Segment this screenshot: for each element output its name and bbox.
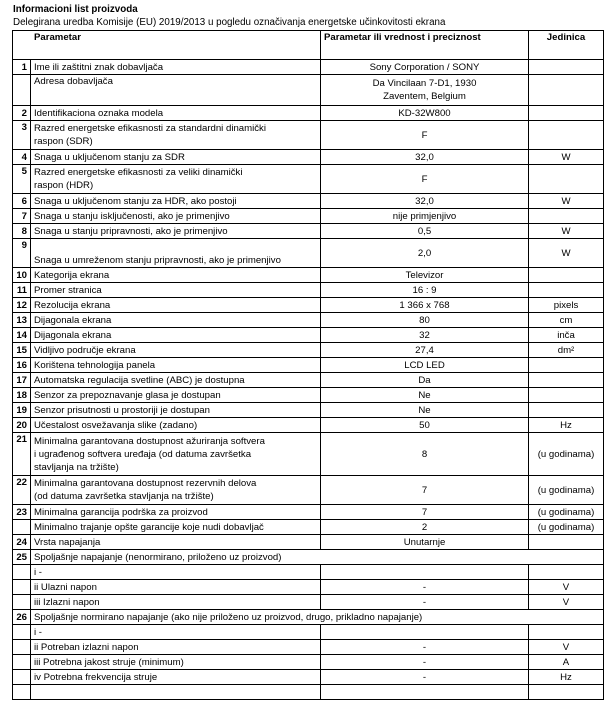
row-label: i - bbox=[31, 625, 321, 640]
row-number bbox=[13, 520, 31, 535]
row-value: 1 366 x 768 bbox=[321, 298, 529, 313]
row-unit bbox=[529, 121, 604, 150]
row-value: - bbox=[321, 655, 529, 670]
row-label: ii Potreban izlazni napon bbox=[31, 640, 321, 655]
table-row bbox=[13, 610, 604, 625]
header-unit: Jedinica bbox=[529, 31, 604, 60]
label-line: stavljanja na tržište) bbox=[34, 461, 119, 473]
table-row bbox=[13, 343, 604, 358]
row-value: 32,0 bbox=[321, 150, 529, 165]
table-row bbox=[13, 150, 604, 165]
label-line: i ugrađenog softvera uređaja (od datuma završetka bbox=[34, 448, 252, 460]
address-line: Zaventem, Belgium bbox=[383, 91, 466, 102]
row-label: Adresa dobavljača bbox=[31, 75, 321, 106]
row-unit bbox=[529, 60, 604, 75]
row-label: Snaga u stanju pripravnosti, ako je primenjivo bbox=[31, 224, 321, 239]
row-value: 2,0 bbox=[321, 239, 529, 268]
row-unit: V bbox=[529, 640, 604, 655]
table-row bbox=[13, 505, 604, 520]
table-row bbox=[13, 121, 604, 150]
row-label: iii Potrebna jakost struje (minimum) bbox=[31, 655, 321, 670]
empty-cell bbox=[321, 685, 529, 700]
row-value: Sony Corporation / SONY bbox=[321, 60, 529, 75]
table-row bbox=[13, 520, 604, 535]
row-value: - bbox=[321, 580, 529, 595]
row-number: 12 bbox=[13, 298, 31, 313]
table-row bbox=[13, 194, 604, 209]
empty-cell bbox=[529, 685, 604, 700]
row-label: Promer stranica bbox=[31, 283, 321, 298]
row-unit bbox=[529, 283, 604, 298]
table-row bbox=[13, 313, 604, 328]
row-number: 20 bbox=[13, 418, 31, 433]
row-number: 23 bbox=[13, 505, 31, 520]
row-label bbox=[31, 433, 321, 476]
table-row bbox=[13, 403, 604, 418]
row-number bbox=[13, 595, 31, 610]
row-label: Kategorija ekrana bbox=[31, 268, 321, 283]
row-label: iv Potrebna frekvencija struje bbox=[31, 670, 321, 685]
row-unit bbox=[529, 388, 604, 403]
table-row bbox=[13, 550, 604, 565]
header-row bbox=[13, 31, 604, 60]
table-row bbox=[13, 239, 604, 268]
row-value: Unutarnje bbox=[321, 535, 529, 550]
row-unit bbox=[529, 565, 604, 580]
table-row bbox=[13, 580, 604, 595]
row-value: nije primjenjivo bbox=[321, 209, 529, 224]
table-row bbox=[13, 655, 604, 670]
row-label: Rezolucija ekrana bbox=[31, 298, 321, 313]
row-unit: V bbox=[529, 595, 604, 610]
section-label: Spoljašnje napajanje (nenormirano, priloženo uz proizvod) bbox=[31, 550, 604, 565]
row-number: 24 bbox=[13, 535, 31, 550]
row-number bbox=[13, 580, 31, 595]
row-value: - bbox=[321, 670, 529, 685]
row-unit: (u godinama) bbox=[529, 520, 604, 535]
row-value: Da bbox=[321, 373, 529, 388]
row-unit: dm² bbox=[529, 343, 604, 358]
row-value bbox=[321, 565, 529, 580]
row-number: 22 bbox=[13, 476, 31, 505]
row-value bbox=[321, 625, 529, 640]
row-value: 80 bbox=[321, 313, 529, 328]
row-number bbox=[13, 565, 31, 580]
row-unit bbox=[529, 268, 604, 283]
row-unit bbox=[529, 209, 604, 224]
label-line: Minimalna garantovana dostupnost rezervnih delova bbox=[34, 478, 257, 489]
row-unit: W bbox=[529, 150, 604, 165]
row-unit bbox=[529, 625, 604, 640]
row-value: Televizor bbox=[321, 268, 529, 283]
row-value: - bbox=[321, 595, 529, 610]
label-line: Razred energetske efikasnosti za standardni dinamički bbox=[34, 123, 266, 134]
row-number: 5 bbox=[13, 165, 31, 194]
row-number: 18 bbox=[13, 388, 31, 403]
row-label: Učestalost osvežavanja slike (zadano) bbox=[31, 418, 321, 433]
row-label: Snaga u umreženom stanju pripravnosti, ako je primenjivo bbox=[31, 239, 321, 268]
row-unit: (u godinama) bbox=[529, 433, 604, 476]
table-row bbox=[13, 268, 604, 283]
row-label: ii Ulazni napon bbox=[31, 580, 321, 595]
empty-cell bbox=[13, 685, 31, 700]
row-number: 9 bbox=[13, 239, 31, 268]
row-number bbox=[13, 655, 31, 670]
row-number: 19 bbox=[13, 403, 31, 418]
sheet-subtitle: Delegirana uredba Komisije (EU) 2019/2013 u pogledu označivanja energetske učinkovitosti ekrana bbox=[13, 17, 446, 28]
row-label: Dijagonala ekrana bbox=[31, 328, 321, 343]
row-unit: cm bbox=[529, 313, 604, 328]
row-label: Snaga u stanju isključenosti, ako je primenjivo bbox=[31, 209, 321, 224]
row-number: 26 bbox=[13, 610, 31, 625]
row-unit bbox=[529, 373, 604, 388]
label-line: raspon (SDR) bbox=[34, 136, 93, 147]
row-number: 7 bbox=[13, 209, 31, 224]
row-number: 10 bbox=[13, 268, 31, 283]
row-number: 15 bbox=[13, 343, 31, 358]
row-unit: W bbox=[529, 224, 604, 239]
row-number: 17 bbox=[13, 373, 31, 388]
row-unit bbox=[529, 358, 604, 373]
row-value: 27,4 bbox=[321, 343, 529, 358]
row-number: 1 bbox=[13, 60, 31, 75]
row-value: 8 bbox=[321, 433, 529, 476]
row-number: 8 bbox=[13, 224, 31, 239]
row-unit bbox=[529, 535, 604, 550]
row-unit: Hz bbox=[529, 670, 604, 685]
row-unit: V bbox=[529, 580, 604, 595]
row-number: 2 bbox=[13, 106, 31, 121]
row-number: 6 bbox=[13, 194, 31, 209]
row-label: Dijagonala ekrana bbox=[31, 313, 321, 328]
row-label bbox=[31, 165, 321, 194]
row-number bbox=[13, 625, 31, 640]
row-number: 4 bbox=[13, 150, 31, 165]
row-value: 16 : 9 bbox=[321, 283, 529, 298]
table-row bbox=[13, 106, 604, 121]
row-value: 2 bbox=[321, 520, 529, 535]
row-unit: W bbox=[529, 239, 604, 268]
row-unit bbox=[529, 403, 604, 418]
row-unit bbox=[529, 165, 604, 194]
row-value: 7 bbox=[321, 505, 529, 520]
row-number: 16 bbox=[13, 358, 31, 373]
row-value: Ne bbox=[321, 403, 529, 418]
row-value: 7 bbox=[321, 476, 529, 505]
row-label: Korištena tehnologija panela bbox=[31, 358, 321, 373]
label-line: raspon (HDR) bbox=[34, 180, 94, 191]
header-param: Parametar bbox=[13, 31, 321, 60]
row-value: Ne bbox=[321, 388, 529, 403]
row-value: 32 bbox=[321, 328, 529, 343]
table-row bbox=[13, 595, 604, 610]
row-unit: inča bbox=[529, 328, 604, 343]
table-row bbox=[13, 418, 604, 433]
row-number: 11 bbox=[13, 283, 31, 298]
table-row bbox=[13, 670, 604, 685]
row-unit: A bbox=[529, 655, 604, 670]
product-info-table bbox=[12, 30, 604, 700]
table-row bbox=[13, 535, 604, 550]
row-label: iii Izlazni napon bbox=[31, 595, 321, 610]
table-row bbox=[13, 75, 604, 106]
label-line: Minimalna garantovana dostupnost ažuriranja softvera bbox=[34, 435, 265, 447]
row-value: - bbox=[321, 640, 529, 655]
row-label: Minimalna garancija podrška za proizvod bbox=[31, 505, 321, 520]
row-number bbox=[13, 670, 31, 685]
row-unit bbox=[529, 75, 604, 106]
table-row bbox=[13, 625, 604, 640]
table-row bbox=[13, 165, 604, 194]
table-row bbox=[13, 640, 604, 655]
row-value: KD-32W800 bbox=[321, 106, 529, 121]
row-label: Minimalno trajanje opšte garancije koje nudi dobavljač bbox=[31, 520, 321, 535]
row-unit: pixels bbox=[529, 298, 604, 313]
table-row bbox=[13, 565, 604, 580]
table-row bbox=[13, 224, 604, 239]
row-label: Vidljivo područje ekrana bbox=[31, 343, 321, 358]
row-number: 3 bbox=[13, 121, 31, 150]
table-row bbox=[13, 283, 604, 298]
row-label: Snaga u uključenom stanju za SDR bbox=[31, 150, 321, 165]
label-line: (od datuma završetka stavljanja na tržište) bbox=[34, 491, 214, 502]
row-value: F bbox=[321, 121, 529, 150]
sheet-title: Informacioni list proizvoda bbox=[13, 4, 138, 15]
row-label: Automatska regulacija svetline (ABC) je dostupna bbox=[31, 373, 321, 388]
row-unit bbox=[529, 106, 604, 121]
table-row bbox=[13, 476, 604, 505]
table-row bbox=[13, 433, 604, 476]
row-value: LCD LED bbox=[321, 358, 529, 373]
header-value: Parametar ili vrednost i preciznost bbox=[321, 31, 529, 60]
row-label bbox=[31, 476, 321, 505]
row-number: 25 bbox=[13, 550, 31, 565]
row-label: i - bbox=[31, 565, 321, 580]
row-label bbox=[31, 121, 321, 150]
row-number: 14 bbox=[13, 328, 31, 343]
row-value: 32,0 bbox=[321, 194, 529, 209]
row-unit: (u godinama) bbox=[529, 476, 604, 505]
row-number: 21 bbox=[13, 433, 31, 476]
table-row bbox=[13, 209, 604, 224]
table-row bbox=[13, 328, 604, 343]
table-row bbox=[13, 373, 604, 388]
row-label: Identifikaciona oznaka modela bbox=[31, 106, 321, 121]
table-row bbox=[13, 685, 604, 700]
row-label: Snaga u uključenom stanju za HDR, ako postoji bbox=[31, 194, 321, 209]
table-row bbox=[13, 388, 604, 403]
row-value bbox=[321, 75, 529, 106]
row-number: 13 bbox=[13, 313, 31, 328]
row-value: F bbox=[321, 165, 529, 194]
section-label: Spoljašnje normirano napajanje (ako nije priloženo uz proizvod, drugo, prikladno napajanje) bbox=[31, 610, 604, 625]
row-label: Senzor prisutnosti u prostoriji je dostupan bbox=[31, 403, 321, 418]
row-unit: W bbox=[529, 194, 604, 209]
row-number bbox=[13, 75, 31, 106]
row-unit: (u godinama) bbox=[529, 505, 604, 520]
row-label: Vrsta napajanja bbox=[31, 535, 321, 550]
row-label: Ime ili zaštitni znak dobavljača bbox=[31, 60, 321, 75]
address-line: Da Vincilaan 7-D1, 1930 bbox=[372, 78, 477, 89]
row-value: 0,5 bbox=[321, 224, 529, 239]
table-row bbox=[13, 298, 604, 313]
table-row bbox=[13, 358, 604, 373]
row-value: 50 bbox=[321, 418, 529, 433]
table-row bbox=[13, 60, 604, 75]
row-label: Senzor za prepoznavanje glasa je dostupan bbox=[31, 388, 321, 403]
empty-cell bbox=[31, 685, 321, 700]
row-unit: Hz bbox=[529, 418, 604, 433]
row-number bbox=[13, 640, 31, 655]
label-line: Razred energetske efikasnosti za veliki dinamički bbox=[34, 167, 243, 178]
